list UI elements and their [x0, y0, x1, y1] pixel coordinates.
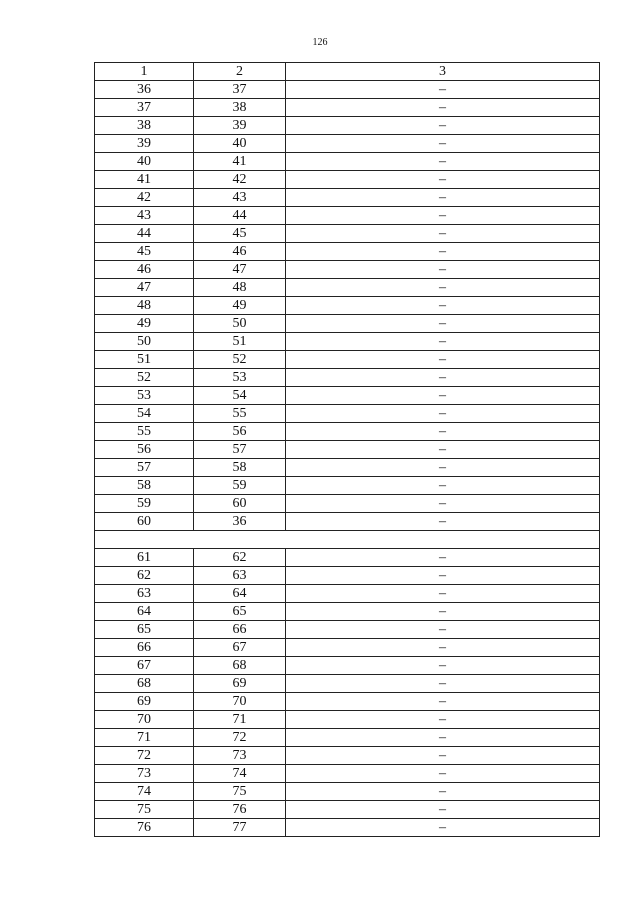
table-cell-col1: 37: [95, 99, 194, 117]
table-cell-col1: 45: [95, 243, 194, 261]
table-row: [95, 441, 600, 459]
table-cell-col3: –: [286, 315, 600, 333]
table-cell-col1: 68: [95, 675, 194, 693]
section-separator-cell: [95, 531, 600, 549]
table-cell-col3: –: [286, 657, 600, 675]
table-row: [95, 513, 600, 531]
table-cell-col3: –: [286, 693, 600, 711]
table-row: [95, 333, 600, 351]
table-row: [95, 819, 600, 837]
table-cell-col2: 55: [194, 405, 286, 423]
table-cell-col2: 45: [194, 225, 286, 243]
table-cell-col3: –: [286, 423, 600, 441]
table-row: [95, 495, 600, 513]
table-cell-col2: 36: [194, 513, 286, 531]
table-cell-col3: –: [286, 675, 600, 693]
table-cell-col2: 74: [194, 765, 286, 783]
table-cell-col3: –: [286, 333, 600, 351]
table-cell-col1: 70: [95, 711, 194, 729]
table-cell-col1: 58: [95, 477, 194, 495]
table-cell-col3: –: [286, 495, 600, 513]
table-cell-col3: –: [286, 441, 600, 459]
table-cell-col2: 71: [194, 711, 286, 729]
table-row: [95, 369, 600, 387]
table-cell-col3: –: [286, 639, 600, 657]
table-cell-col1: 60: [95, 513, 194, 531]
table-cell-col2: 57: [194, 441, 286, 459]
header-cell-2: 2: [194, 63, 286, 81]
table-cell-col3: –: [286, 783, 600, 801]
table-cell-col1: 61: [95, 549, 194, 567]
table-cell-col1: 66: [95, 639, 194, 657]
table-cell-col3: –: [286, 729, 600, 747]
table-cell-col3: –: [286, 99, 600, 117]
table-cell-col1: 73: [95, 765, 194, 783]
table-cell-col2: 52: [194, 351, 286, 369]
table-cell-col1: 63: [95, 585, 194, 603]
table-row: [95, 99, 600, 117]
table-cell-col3: –: [286, 369, 600, 387]
table-row: [95, 459, 600, 477]
table-cell-col3: –: [286, 801, 600, 819]
table-cell-col1: 59: [95, 495, 194, 513]
table-cell-col3: –: [286, 117, 600, 135]
table-row: [95, 675, 600, 693]
table-cell-col1: 52: [95, 369, 194, 387]
table-row: [95, 477, 600, 495]
table-cell-col3: –: [286, 261, 600, 279]
table-cell-col2: 42: [194, 171, 286, 189]
table-cell-col1: 71: [95, 729, 194, 747]
table-row: [95, 153, 600, 171]
table-cell-col1: 64: [95, 603, 194, 621]
table-cell-col3: –: [286, 819, 600, 837]
table-cell-col2: 73: [194, 747, 286, 765]
table-row: [95, 423, 600, 441]
table-cell-col1: 40: [95, 153, 194, 171]
table-cell-col1: 56: [95, 441, 194, 459]
header-cell-1: 1: [95, 63, 194, 81]
table-cell-col2: 43: [194, 189, 286, 207]
table-cell-col3: –: [286, 711, 600, 729]
table-row: [95, 729, 600, 747]
table-cell-col3: –: [286, 387, 600, 405]
table-row: [95, 279, 600, 297]
table-row: [95, 81, 600, 99]
table-cell-col3: –: [286, 513, 600, 531]
table-row: [95, 225, 600, 243]
table-cell-col2: 40: [194, 135, 286, 153]
table-cell-col1: 62: [95, 567, 194, 585]
table-cell-col3: –: [286, 135, 600, 153]
table-cell-col1: 42: [95, 189, 194, 207]
table-cell-col2: 53: [194, 369, 286, 387]
table-cell-col2: 62: [194, 549, 286, 567]
table-row: [95, 261, 600, 279]
table-cell-col2: 51: [194, 333, 286, 351]
table-cell-col3: –: [286, 567, 600, 585]
table-row: [95, 747, 600, 765]
table-row: [95, 117, 600, 135]
table-row: [95, 603, 600, 621]
table-cell-col1: 49: [95, 315, 194, 333]
table-cell-col3: –: [286, 621, 600, 639]
table-cell-col2: 60: [194, 495, 286, 513]
table-row: [95, 189, 600, 207]
table-cell-col1: 72: [95, 747, 194, 765]
table-row: [95, 567, 600, 585]
table-cell-col3: –: [286, 585, 600, 603]
table-cell-col1: 47: [95, 279, 194, 297]
table-cell-col2: 64: [194, 585, 286, 603]
table-row: [95, 171, 600, 189]
table-cell-col3: –: [286, 171, 600, 189]
table-cell-col1: 55: [95, 423, 194, 441]
table-cell-col1: 43: [95, 207, 194, 225]
table-cell-col3: –: [286, 765, 600, 783]
table-cell-col1: 36: [95, 81, 194, 99]
table-cell-col3: –: [286, 351, 600, 369]
table-cell-col1: 44: [95, 225, 194, 243]
table-cell-col1: 46: [95, 261, 194, 279]
table-cell-col2: 58: [194, 459, 286, 477]
table-cell-col3: –: [286, 243, 600, 261]
section-separator-row: [95, 531, 600, 549]
table-cell-col1: 69: [95, 693, 194, 711]
table-row: [95, 387, 600, 405]
table-cell-col2: 59: [194, 477, 286, 495]
table-cell-col2: 66: [194, 621, 286, 639]
table-row: [95, 405, 600, 423]
table-cell-col1: 75: [95, 801, 194, 819]
table-row: [95, 657, 600, 675]
table-body: [95, 63, 600, 837]
table-row: [95, 711, 600, 729]
table-cell-col1: 76: [95, 819, 194, 837]
table-cell-col2: 72: [194, 729, 286, 747]
table-cell-col2: 70: [194, 693, 286, 711]
table-row: [95, 549, 600, 567]
table-row: [95, 639, 600, 657]
table-cell-col1: 51: [95, 351, 194, 369]
table-row: [95, 585, 600, 603]
table-cell-col2: 65: [194, 603, 286, 621]
table-cell-col2: 68: [194, 657, 286, 675]
table-cell-col2: 41: [194, 153, 286, 171]
table-cell-col1: 38: [95, 117, 194, 135]
table-cell-col3: –: [286, 747, 600, 765]
table-cell-col1: 50: [95, 333, 194, 351]
table-cell-col1: 65: [95, 621, 194, 639]
table-cell-col2: 38: [194, 99, 286, 117]
table-cell-col2: 39: [194, 117, 286, 135]
table-cell-col1: 48: [95, 297, 194, 315]
table-row: [95, 243, 600, 261]
table-cell-col2: 67: [194, 639, 286, 657]
table-cell-col2: 47: [194, 261, 286, 279]
table-cell-col3: –: [286, 477, 600, 495]
table-cell-col3: –: [286, 603, 600, 621]
table-cell-col2: 76: [194, 801, 286, 819]
table-row: [95, 801, 600, 819]
table-cell-col2: 63: [194, 567, 286, 585]
table-cell-col3: –: [286, 207, 600, 225]
table-cell-col1: 53: [95, 387, 194, 405]
table-row: [95, 783, 600, 801]
table-row: [95, 207, 600, 225]
table-row: [95, 351, 600, 369]
table-row: [95, 315, 600, 333]
table-cell-col2: 49: [194, 297, 286, 315]
table-cell-col3: –: [286, 405, 600, 423]
table-cell-col2: 75: [194, 783, 286, 801]
table-cell-col3: –: [286, 459, 600, 477]
table-row: [95, 135, 600, 153]
table-cell-col1: 57: [95, 459, 194, 477]
table-cell-col2: 56: [194, 423, 286, 441]
table-row: [95, 765, 600, 783]
table-cell-col2: 37: [194, 81, 286, 99]
table-cell-col2: 50: [194, 315, 286, 333]
table-header-row: [95, 63, 600, 81]
table-cell-col3: –: [286, 153, 600, 171]
page-number: 126: [312, 37, 328, 48]
table-cell-col2: 77: [194, 819, 286, 837]
table-cell-col2: 46: [194, 243, 286, 261]
table-cell-col2: 69: [194, 675, 286, 693]
table-cell-col3: –: [286, 81, 600, 99]
header-cell-3: 3: [286, 63, 600, 81]
data-table: [94, 62, 600, 837]
table-cell-col2: 44: [194, 207, 286, 225]
table-cell-col1: 54: [95, 405, 194, 423]
table-cell-col1: 74: [95, 783, 194, 801]
table-cell-col1: 41: [95, 171, 194, 189]
table-cell-col1: 39: [95, 135, 194, 153]
table-cell-col3: –: [286, 225, 600, 243]
table-cell-col3: –: [286, 279, 600, 297]
table-cell-col3: –: [286, 189, 600, 207]
table-cell-col2: 48: [194, 279, 286, 297]
table-cell-col1: 67: [95, 657, 194, 675]
table-cell-col3: –: [286, 297, 600, 315]
table-row: [95, 621, 600, 639]
table-cell-col3: –: [286, 549, 600, 567]
table-cell-col2: 54: [194, 387, 286, 405]
table-row: [95, 693, 600, 711]
table-row: [95, 297, 600, 315]
